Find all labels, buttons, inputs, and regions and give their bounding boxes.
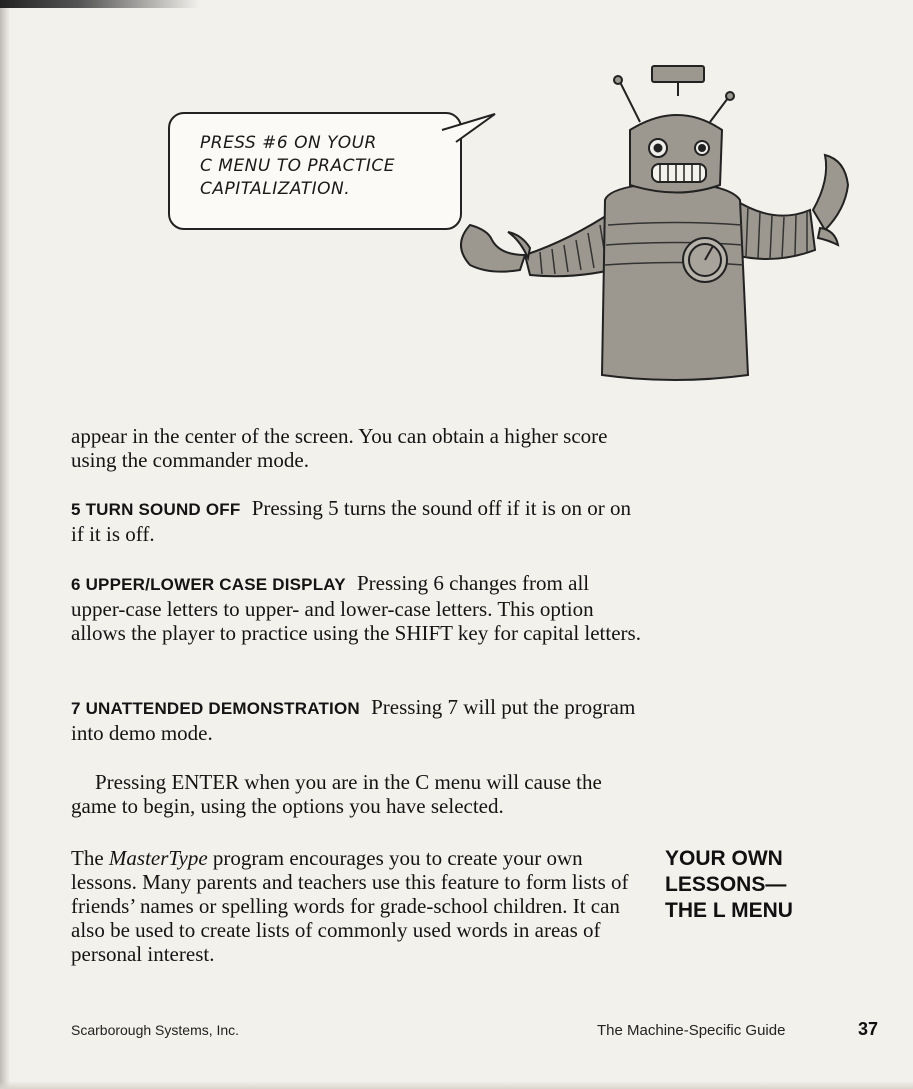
option-demo-label: 7 UNATTENDED DEMONSTRATION <box>71 699 360 718</box>
intro-paragraph: appear in the center of the screen. You can obtain a higher score using the commander mode. <box>71 424 608 472</box>
footer-publisher: Scarborough Systems, Inc. <box>71 1022 240 1038</box>
enter-text-end: when you are in the C menu will cause the game to begin, using the options you have selected. <box>71 770 602 818</box>
page-edge-top-shadow <box>0 0 200 8</box>
option-case-text: Pressing 6 changes from all upper-case letters to upper- and lower-case letters. This option allows the player to practice using the <box>71 571 594 645</box>
option-sound-paragraph <box>71 496 641 546</box>
bubble-line: CAPITALIZATION. <box>200 179 351 199</box>
robot-left-claw <box>461 225 525 272</box>
product-title: MasterType <box>108 846 208 870</box>
page-edge-shadow <box>0 0 10 1089</box>
robot-torso <box>602 182 748 380</box>
speech-bubble-text <box>200 132 440 201</box>
heading-line: LESSONS— <box>665 873 787 896</box>
speech-bubble <box>168 112 462 230</box>
option-case-paragraph <box>71 571 641 645</box>
lessons-text-end: program encourages you to create your own lessons. Many parents and teachers use this feature to form lists of friends’ names or spelling words for grade-school children. It can also be used to create lists of commonly used words in areas of personal interest. <box>71 846 629 966</box>
robot-right-claw <box>813 155 848 230</box>
robot-illustration <box>430 60 870 390</box>
robot-antenna-sign <box>652 66 704 82</box>
option-sound-label: 5 TURN SOUND OFF <box>71 500 241 519</box>
bubble-line: PRESS #6 ON YOUR <box>200 133 377 153</box>
shift-key-name: SHIFT <box>394 621 453 645</box>
page-edge-bottom-shadow <box>0 1081 913 1089</box>
page-number: 37 <box>858 1019 879 1039</box>
heading-line: YOUR OWN <box>665 847 783 870</box>
option-demo-text: Pressing 7 will put the program into demo mode. <box>71 695 636 745</box>
speech-bubble-tail <box>440 112 500 152</box>
option-demo-paragraph <box>71 695 641 745</box>
lessons-text-start: The <box>71 846 109 870</box>
option-case-text-end: key for capital letters. <box>452 621 641 645</box>
option-case-label: 6 UPPER/LOWER CASE DISPLAY <box>71 575 346 594</box>
enter-key-name: ENTER <box>171 770 240 794</box>
heading-line: THE L MENU <box>665 899 793 922</box>
section-heading-lessons <box>665 846 793 924</box>
footer-guide-title: The Machine-Specific Guide <box>597 1022 786 1039</box>
enter-paragraph <box>71 770 641 818</box>
lessons-paragraph <box>71 846 641 966</box>
bubble-line: C MENU TO PRACTICE <box>200 156 395 176</box>
enter-text-start: Pressing <box>95 770 172 794</box>
option-sound-text: Pressing 5 turns the sound off if it is on or on if it is off. <box>71 496 632 546</box>
